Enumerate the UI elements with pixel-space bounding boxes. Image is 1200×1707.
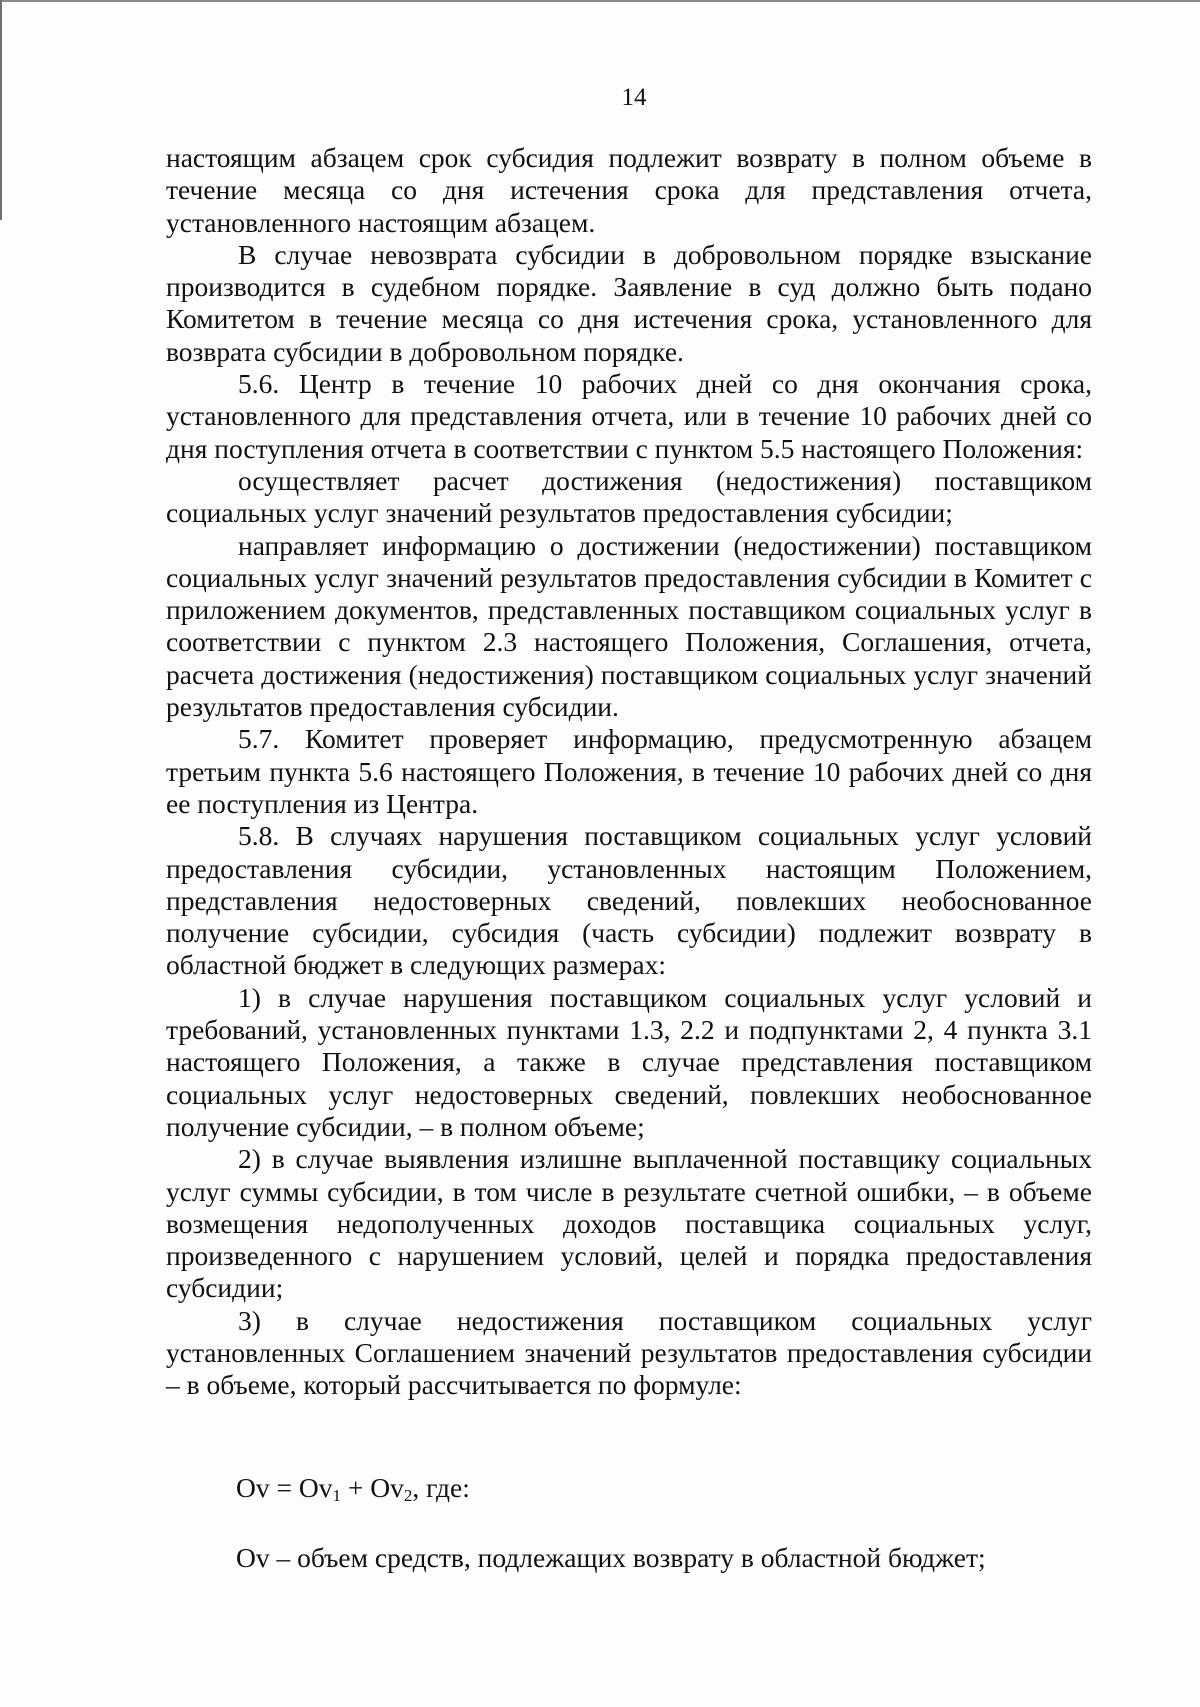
formula-definition: Ov – объем средств, подлежащих возврату в областной бюджет; [236,1542,986,1573]
scan-edge-top [0,0,1200,2]
paragraph-5-8: 5.8. В случаях нарушения поставщиком социальных услуг условий предоставления субсидии, установленных настоящим Положением, представления недостоверных сведений, повлекших необоснованное получение субсидии, субсидия (часть субсидии) подлежит возврату в областной бюджет в следующих размерах: [166,820,1092,981]
paragraph-continuation: настоящим абзацем срок субсидия подлежит возврату в полном объеме в течение месяца со дня истечения срока для представления отчета, установленного настоящим абзацем. [166,142,1092,238]
paragraph-5-7: 5.7. Комитет проверяет информацию, предусмотренную абзацем третьим пункта 5.6 настоящего Положения, в течение 10 рабочих дней со дня ее поступления из Центра. [166,723,1092,819]
formula-subscript-2: 2 [403,1486,413,1505]
paragraph-5-8-item-1: 1) в случае нарушения поставщиком социальных услуг условий и требований, установленных пунктами 1.3, 2.2 и подпунктами 2, 4 пункта 3.1 настоящего Положения, а также в случае представления поставщиком социальных услуг недостоверных сведений, повлекших необоснованное получение субсидии, – в полном объеме; [166,981,1092,1142]
paragraph-5-8-item-3: 3) в случае недостижения поставщиком социальных услуг установленных Соглашением значений результатов предоставления субсидии – в объеме, который рассчитывается по формуле: [166,1304,1092,1401]
page-number: 14 [621,84,647,111]
formula-lhs: Ov = Ov [236,1472,333,1503]
formula-subscript-1: 1 [332,1486,341,1505]
paragraph-5-6-information: направляет информацию о достижении (недостижении) поставщиком социальных услуг значений результатов предоставления субсидии в Комитет с приложением документов, представленных поставщиком социальных услуг в соответствии с пунктом 2.3 настоящего Положения, Соглашения, отчета, расчета достижения (недостижения) поставщиком социальных услуг значений результатов предоставления субсидии. [166,529,1092,723]
document-body [166,142,1092,1402]
formula [236,1472,470,1506]
formula-plus: + Ov [340,1472,404,1503]
paragraph-court-recovery: В случае невозврата субсидии в добровольном порядке взыскание производится в судебном порядке. Заявление в суд должно быть подано Комитетом в течение месяца со дня истечения срока, установленного для возврата субсидии в добровольном порядке. [166,238,1092,367]
paragraph-5-8-item-2: 2) в случае выявления излишне выплаченной поставщику социальных услуг суммы субсидии, в том числе в результате счетной ошибки, – в объеме возмещения недополученных доходов поставщика социальных услуг, произведенного с нарушением условий, целей и порядка предоставления субсидии; [166,1143,1092,1304]
paragraph-5-6-calculation: осуществляет расчет достижения (недостижения) поставщиком социальных услуг значений результатов предоставления субсидии; [166,464,1092,529]
paragraph-5-6: 5.6. Центр в течение 10 рабочих дней со дня окончания срока, установленного для представления отчета, или в течение 10 рабочих дней со дня поступления отчета в соответствии с пунктом 5.5 настоящего Положения: [166,368,1092,464]
formula-tail: , где: [412,1472,470,1503]
